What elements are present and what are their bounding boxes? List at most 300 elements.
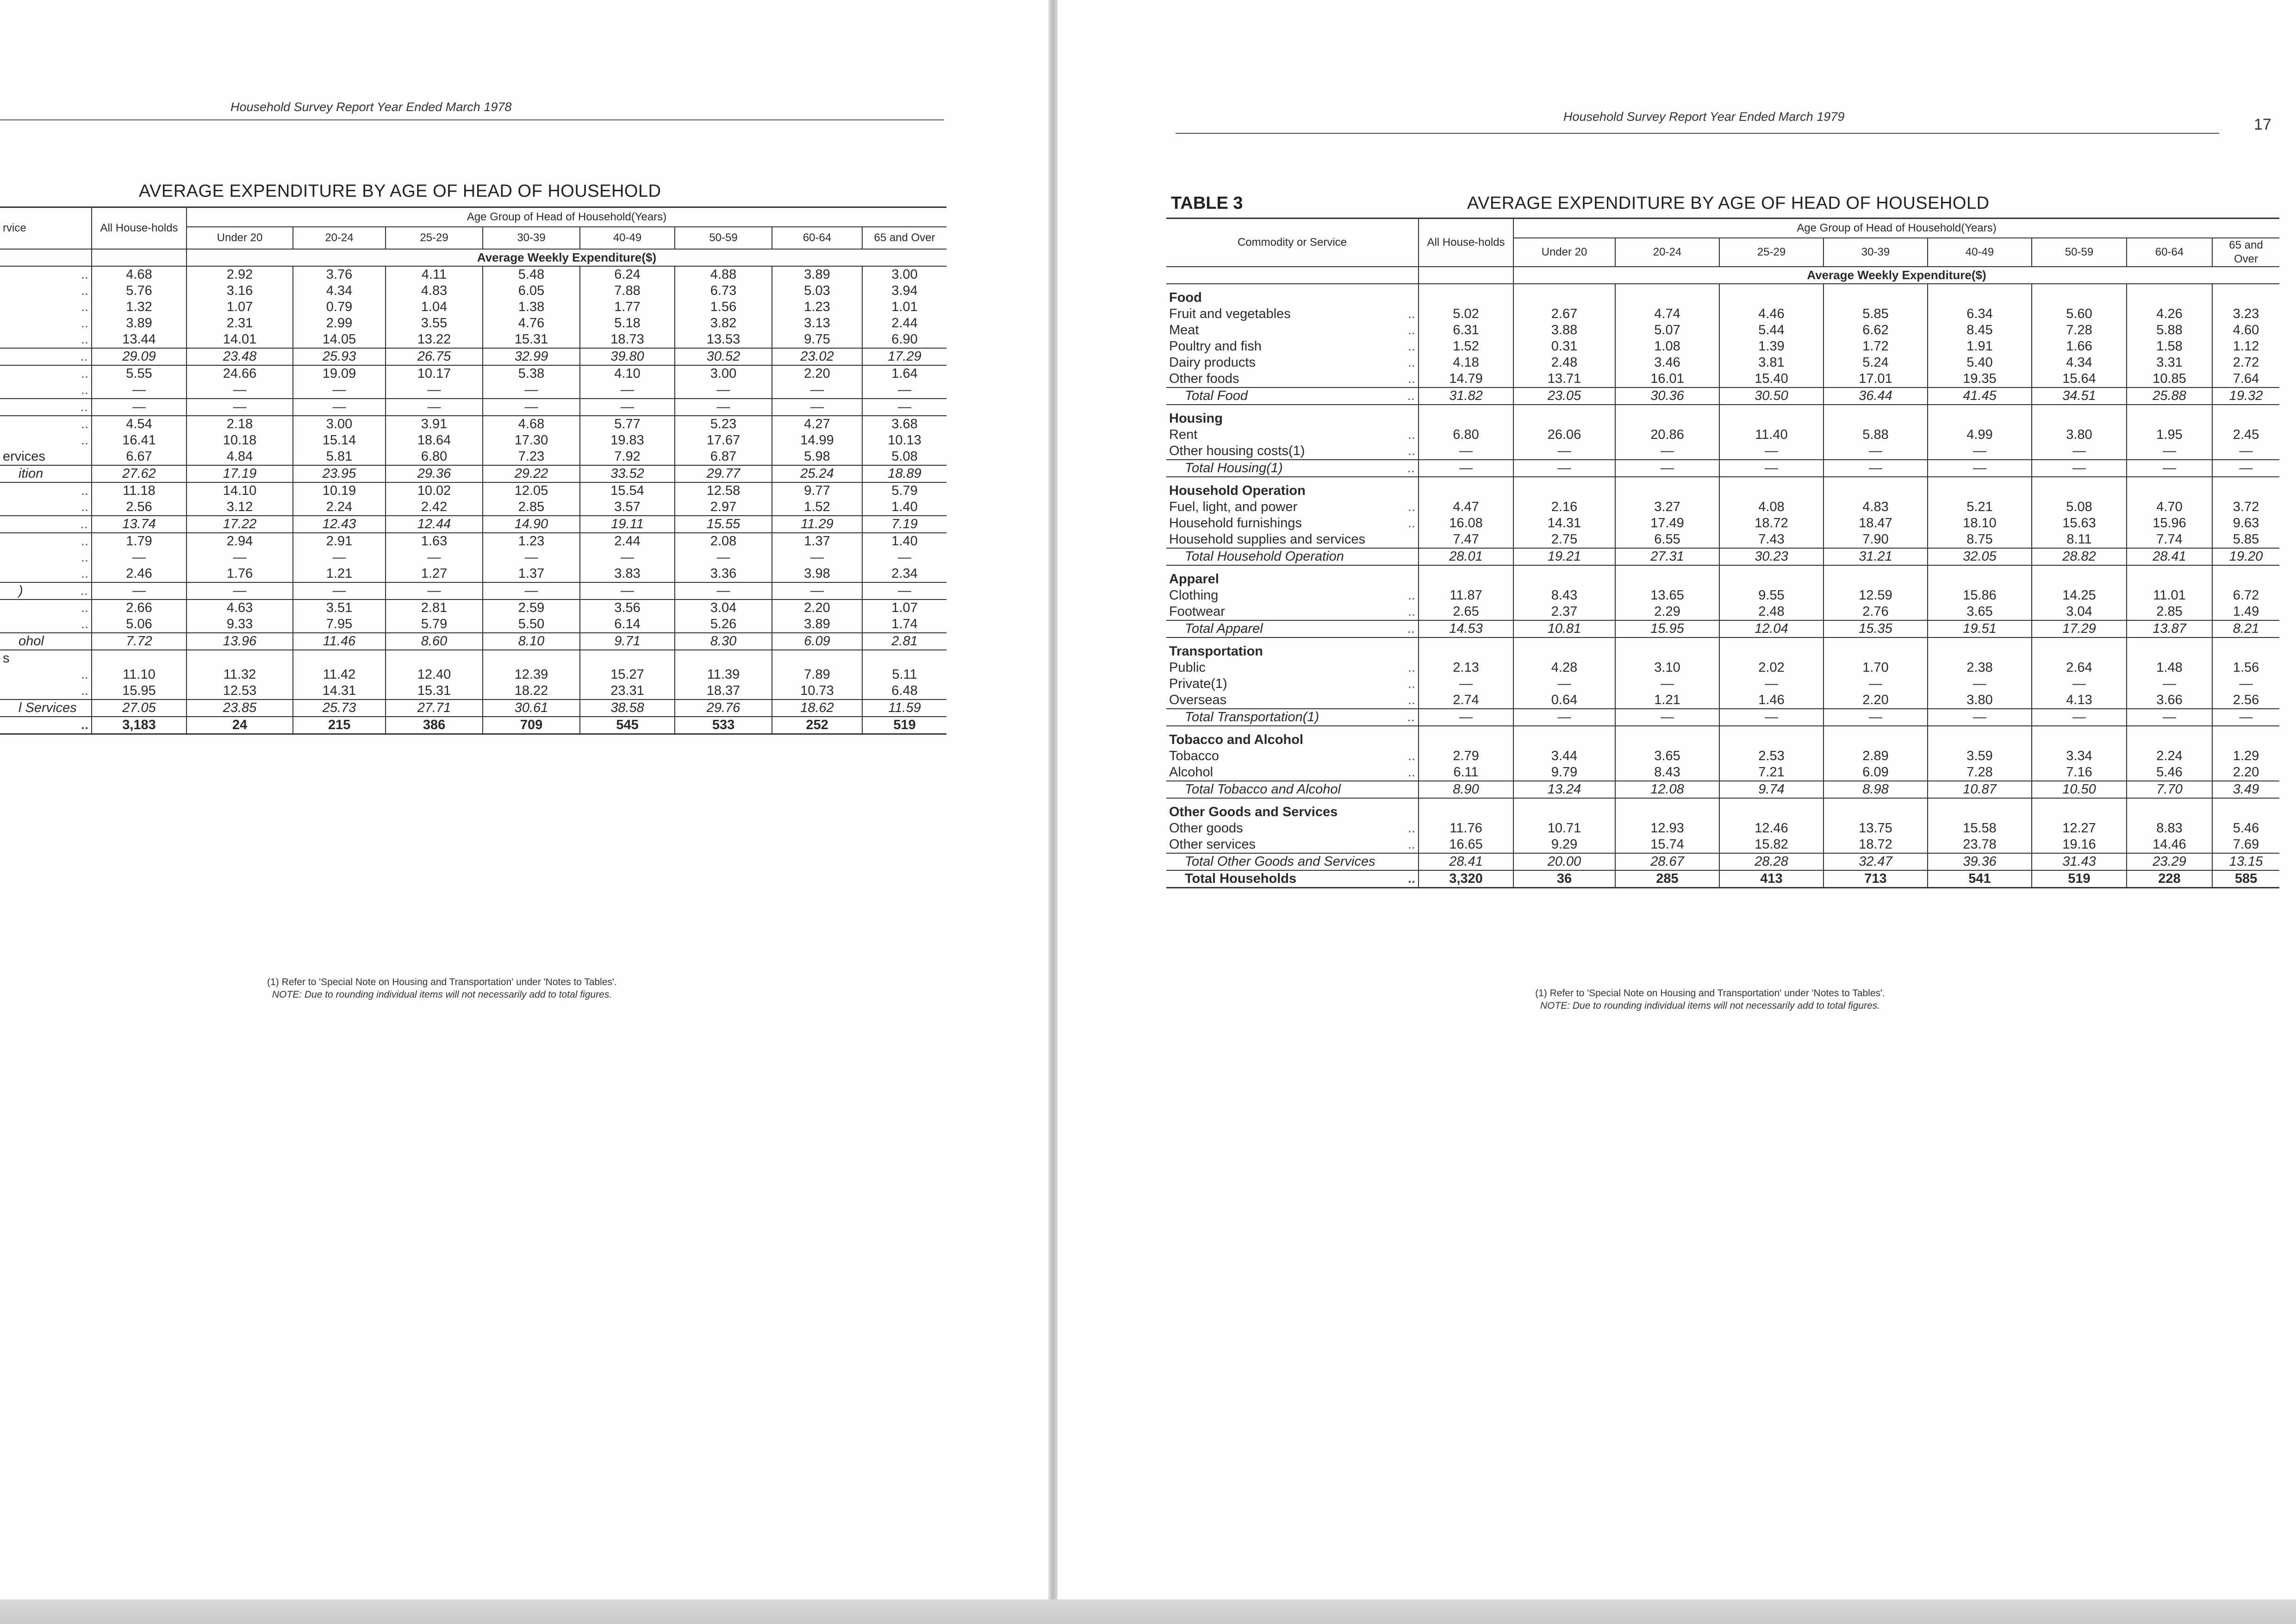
row-label: Total Tobacco and Alcohol [1166,781,1368,798]
age-group-value: 14.25 [2032,587,2127,604]
age-group-value: 709 [483,717,580,734]
all-households-value: 29.09 [92,348,187,365]
average-weekly-expenditure-subheader: Average Weekly Expenditure($) [1513,267,2279,284]
row-label [0,533,68,550]
row-label [0,516,68,533]
age-group-value: 23.95 [293,465,386,482]
age-group-value: 18.62 [772,700,862,717]
age-group-value [772,650,862,667]
age-group-value: 19.35 [1928,371,2032,387]
age-group-value: 7.88 [580,283,675,299]
all-households-value: 14.79 [1419,371,1513,387]
age-group-value: 28.82 [2032,548,2127,565]
age-group-value: 13.65 [1615,587,1719,604]
age-group-value: 8.30 [675,633,772,650]
footnote-rounding: NOTE: Due to rounding individual items will not necessarily add to total figures. [1540,1000,1880,1011]
age-group-value: 4.84 [187,449,293,465]
all-households-value: 5.06 [92,616,187,632]
row-label [0,566,68,582]
age-group-value: 5.38 [483,366,580,382]
age-group-value: — [1928,460,2032,477]
age-group-value: 2.02 [1719,660,1823,676]
age-group-value: 14.90 [483,516,580,533]
footnote [1375,987,2046,1012]
age-group-value: 13.24 [1513,781,1615,798]
table-row [0,616,946,632]
row-label: Public [1169,660,1206,675]
age-group-value: 13.53 [675,331,772,348]
age-group-value: 2.18 [187,416,293,432]
age-group-value: 24.66 [187,366,293,382]
age-group-value: 5.07 [1615,322,1719,338]
leader-dots: .. [1407,749,1415,763]
all-households-value: 31.82 [1419,387,1513,405]
age-group-value: 5.88 [1823,427,1928,443]
age-group-value: — [483,582,580,600]
row-label: Fruit and vegetables [1169,306,1291,321]
age-group-value: 6.73 [675,283,772,299]
row-label [0,683,68,699]
age-group-value: 0.79 [293,299,386,315]
all-households-value: 4.68 [92,267,187,283]
age-group-value: 10.17 [386,366,483,382]
leader-dots: .. [81,366,89,381]
age-col-header: 40-49 [1928,238,2032,267]
row-label [0,600,68,616]
table-row [1166,427,2279,443]
footnote-rounding: NOTE: Due to rounding individual items will not necessarily add to total figures. [272,989,612,1000]
age-group-value: — [2212,460,2279,477]
all-households-value: 7.47 [1419,531,1513,548]
age-group-value: — [386,582,483,600]
age-group-value: 30.52 [675,348,772,365]
age-group-value: 23.02 [772,348,862,365]
table-row [0,566,946,582]
age-group-value: 3.31 [2127,355,2212,371]
leader-dots: .. [1407,371,1415,386]
age-group-value: 19.11 [580,516,675,533]
age-group-value: — [580,550,675,566]
leader-dots: .. [68,582,92,600]
age-group-value: 3.00 [293,416,386,432]
row-label: Private(1) [1169,676,1227,691]
age-group-value: 5.48 [483,267,580,283]
subtotal-row [1166,460,2279,477]
age-group-value: 1.91 [1928,338,2032,355]
footnote-housing-transport: (1) Refer to 'Special Note on Housing and Transportation' under 'Notes to Tables'. [267,977,617,987]
subtotal-row [1166,781,2279,798]
row-label: ervices [3,449,45,464]
age-group-value: 545 [580,717,675,734]
age-group-value: 1.64 [862,366,946,382]
all-households-value: 16.65 [1419,837,1513,853]
table-row [1166,820,2279,837]
age-group-value: 4.13 [2032,692,2127,708]
age-group-value: 15.63 [2032,515,2127,531]
all-households-value: 6.80 [1419,427,1513,443]
leader-dots: .. [1407,355,1415,370]
all-households-value: 11.10 [92,667,187,683]
age-group-value: 3.94 [862,283,946,299]
leader-dots: .. [1407,604,1415,619]
age-group-value: 18.73 [580,331,675,348]
age-group-value: 3.34 [2032,748,2127,764]
group-heading-row [1166,566,2279,587]
age-group-value: — [386,550,483,566]
age-group-value: 10.85 [2127,371,2212,387]
leader-dots: .. [1368,870,1419,888]
table-row [1166,748,2279,764]
age-group-value: 13.15 [2212,853,2279,870]
all-households-value: 3,320 [1419,870,1513,888]
age-group-value: — [580,399,675,416]
age-group-value: 3.82 [675,315,772,331]
all-households-value: 11.18 [92,483,187,499]
age-group-value: 5.44 [1719,322,1823,338]
age-group-value: 18.89 [862,465,946,482]
age-group-value: 9.75 [772,331,862,348]
all-households-value: 2.46 [92,566,187,582]
group-heading-row [1166,638,2279,660]
age-col-header: 65 and Over [2212,238,2279,267]
footnote-housing-transport: (1) Refer to 'Special Note on Housing and Transportation' under 'Notes to Tables'. [1535,988,1885,999]
age-group-value: 386 [386,717,483,734]
age-group-value: 6.48 [862,683,946,699]
age-group-value: 3.16 [187,283,293,299]
age-group-value: 1.23 [772,299,862,315]
table-row [0,267,946,283]
age-group-value: 23.31 [580,683,675,699]
age-group-value: 2.81 [862,633,946,650]
age-group-value: 2.38 [1928,660,2032,676]
age-group-value: 5.88 [2127,322,2212,338]
leader-dots: .. [1407,821,1415,836]
age-group-value: 3.76 [293,267,386,283]
age-group-value: 10.71 [1513,820,1615,837]
table-row [1166,531,2279,548]
age-group-value: — [580,582,675,600]
age-group-value: 20.86 [1615,427,1719,443]
age-group-value: 11.39 [675,667,772,683]
page-number: 17 [2254,116,2271,133]
leader-dots [68,633,92,650]
age-group-value: 1.07 [862,600,946,616]
age-group-value: 3.89 [772,616,862,632]
age-group-value: 1.56 [2212,660,2279,676]
age-group-value: 7.16 [2032,764,2127,781]
age-group-value: 11.46 [293,633,386,650]
age-group-value: 3.81 [1719,355,1823,371]
age-group-value: 7.23 [483,449,580,465]
age-group-value: 34.51 [2032,387,2127,405]
age-group-value: 28.28 [1719,853,1823,870]
age-group-value: 17.67 [675,432,772,449]
age-group-value: — [293,399,386,416]
age-group-value: 32.99 [483,348,580,365]
age-group-value: 1.29 [2212,748,2279,764]
all-households-value: 7.72 [92,633,187,650]
age-group-value: 7.64 [2212,371,2279,387]
age-group-value: 15.27 [580,667,675,683]
age-group-value: 8.75 [1928,531,2032,548]
age-group-value: 33.52 [580,465,675,482]
age-group-value: 20.00 [1513,853,1615,870]
age-group-value: 1.72 [1823,338,1928,355]
age-group-value: 23.85 [187,700,293,717]
age-group-value: — [675,399,772,416]
age-group-value: 1.56 [675,299,772,315]
all-households-value: 6.67 [92,449,187,465]
age-group-value: 12.04 [1719,620,1823,637]
age-group-value: 3.04 [675,600,772,616]
leader-dots: .. [81,382,89,397]
commodity-col-header: Commodity or Service [1166,219,1419,267]
age-group-value: 5.50 [483,616,580,632]
table-title: AVERAGE EXPENDITURE BY AGE OF HEAD OF HOUSEHOLD [1467,194,1990,213]
age-group-value: 4.63 [187,600,293,616]
age-group-value: 5.79 [862,483,946,499]
subtotal-row [1166,548,2279,565]
all-households-header: All House-holds [1419,219,1513,267]
age-col-header: 65 and Over [862,227,946,249]
age-group-value: 2.08 [675,533,772,550]
age-group-value: 1.08 [1615,338,1719,355]
age-group-value: 19.51 [1928,620,2032,637]
all-households-value: — [92,582,187,600]
age-group-value: 14.10 [187,483,293,499]
leader-dots: .. [81,667,89,682]
age-group-value: 1.07 [187,299,293,315]
age-group-value: 3.12 [187,499,293,515]
subtotal-row [1166,387,2279,405]
leader-dots: .. [81,550,89,565]
age-group-value: 5.98 [772,449,862,465]
row-label: Other services [1169,837,1256,852]
age-group-value: 6.62 [1823,322,1928,338]
age-group-value: 5.40 [1928,355,2032,371]
table-row [1166,338,2279,355]
row-label [0,382,68,398]
age-group-value: 8.43 [1513,587,1615,604]
age-group-value: 1.76 [187,566,293,582]
age-group-value: 25.88 [2127,387,2212,405]
age-group-value: 215 [293,717,386,734]
table-row [0,449,946,465]
age-group-value: 1.58 [2127,338,2212,355]
leader-dots: .. [1407,323,1415,337]
age-group-value: 32.05 [1928,548,2032,565]
age-group-value: 12.08 [1615,781,1719,798]
age-group-value: — [772,550,862,566]
age-group-value: 6.80 [386,449,483,465]
age-group-value: 15.95 [1615,620,1719,637]
age-group-value: 31.21 [1823,548,1928,565]
age-group-value: 31.43 [2032,853,2127,870]
table-row [1166,306,2279,322]
age-group-value: 3.59 [1928,748,2032,764]
age-group-value: 7.92 [580,449,675,465]
row-label: Meat [1169,323,1199,337]
age-group-value: 17.01 [1823,371,1928,387]
age-group-value: 19.09 [293,366,386,382]
age-group-value: 1.40 [862,533,946,550]
age-group-value: — [187,399,293,416]
row-label: Total Transportation(1) [1166,709,1368,726]
subtotal-row [0,516,946,533]
age-group-value: — [2127,709,2212,726]
age-group-value: — [1719,460,1823,477]
age-group-value: 1.46 [1719,692,1823,708]
all-households-value: 13.44 [92,331,187,348]
table-row [0,382,946,398]
age-group-value: 2.89 [1823,748,1928,764]
age-col-header: 60-64 [772,227,862,249]
age-group-value: 17.22 [187,516,293,533]
all-households-value: 4.54 [92,416,187,432]
age-col-header: 50-59 [2032,238,2127,267]
age-group-value: 4.27 [772,416,862,432]
age-group-value: 4.46 [1719,306,1823,322]
leader-dots: .. [1407,306,1415,321]
age-group-value: 1.63 [386,533,483,550]
age-group-value: 5.18 [580,315,675,331]
all-households-value: 2.56 [92,499,187,515]
row-label: Alcohol [1169,765,1213,780]
all-households-value: 3.89 [92,315,187,331]
age-group-value: 15.14 [293,432,386,449]
age-group-value: 8.21 [2212,620,2279,637]
row-label: Tobacco [1169,749,1220,763]
age-group-value: 5.08 [2032,499,2127,515]
age-group-value: 39.36 [1928,853,2032,870]
leader-dots [1368,781,1419,798]
age-group-value: 5.79 [386,616,483,632]
age-group-value: 5.85 [2212,531,2279,548]
age-group-value: 2.44 [580,533,675,550]
age-group-value: 3.00 [862,267,946,283]
age-group-value: 17.29 [2032,620,2127,637]
age-group-value: 3.56 [580,600,675,616]
age-group-value: 14.31 [1513,515,1615,531]
age-group-value: 2.85 [483,499,580,515]
row-label: Fuel, light, and power [1169,500,1298,514]
age-group-value: — [772,582,862,600]
age-group-value: 2.44 [862,315,946,331]
age-group-value: 1.66 [2032,338,2127,355]
age-group-value: — [2212,709,2279,726]
subtotal-row [0,399,946,416]
age-group-value: 18.64 [386,432,483,449]
age-group-value: 15.58 [1928,820,2032,837]
age-group-value: 5.11 [862,667,946,683]
age-group-value: 5.24 [1823,355,1928,371]
table-row [0,299,946,315]
book-gutter [1048,0,1058,1624]
age-group-value: 14.05 [293,331,386,348]
table-row [0,483,946,499]
age-group-value: 2.29 [1615,604,1719,620]
age-group-value: 2.31 [187,315,293,331]
age-group-value: 3.10 [1615,660,1719,676]
leader-dots: .. [68,348,92,365]
age-group-value: 10.19 [293,483,386,499]
average-weekly-expenditure-subheader: Average Weekly Expenditure($) [187,249,946,266]
age-group-value: 18.47 [1823,515,1928,531]
age-group-value: 19.83 [580,432,675,449]
age-group-value: 14.01 [187,331,293,348]
all-households-value: — [92,382,187,398]
table-row [1166,587,2279,604]
age-group-value: 12.27 [2032,820,2127,837]
age-group-value: 2.48 [1513,355,1615,371]
subtotal-row [0,700,946,717]
age-group-value: 4.08 [1719,499,1823,515]
age-group-value: 519 [862,717,946,734]
table-title: AVERAGE EXPENDITURE BY AGE OF HEAD OF HOUSEHOLD [139,181,661,201]
age-group-value: 10.81 [1513,620,1615,637]
age-group-value: 41.45 [1928,387,2032,405]
age-group-value: — [293,550,386,566]
table-row [0,283,946,299]
age-group-value: 9.33 [187,616,293,632]
all-households-value: 2.66 [92,600,187,616]
age-group-value: 4.76 [483,315,580,331]
age-group-value: 11.42 [293,667,386,683]
age-group-value: 3.23 [2212,306,2279,322]
age-group-value: 38.58 [580,700,675,717]
leader-dots [68,465,92,482]
all-households-value: 6.31 [1419,322,1513,338]
age-group-value: 8.45 [1928,322,2032,338]
leader-dots: .. [68,516,92,533]
age-group-value [580,650,675,667]
age-group-value: 3.55 [386,315,483,331]
row-label: Household furnishings [1169,516,1302,531]
age-group-value: 19.32 [2212,387,2279,405]
age-group-value: 4.70 [2127,499,2212,515]
table-row [1166,371,2279,387]
age-group-value: 3.04 [2032,604,2127,620]
age-group-value: 10.13 [862,432,946,449]
table-row [0,331,946,348]
age-group-value: 2.24 [2127,748,2212,764]
age-group-value: 17.49 [1615,515,1719,531]
age-group-value: 5.77 [580,416,675,432]
age-group-value: 14.31 [293,683,386,699]
table-row [1166,499,2279,515]
leader-dots: .. [1407,500,1415,514]
age-group-value: — [187,550,293,566]
all-households-value: 2.13 [1419,660,1513,676]
age-group-value: 36 [1513,870,1615,888]
age-group-value: 30.61 [483,700,580,717]
all-households-value: — [92,399,187,416]
age-group-value: 23.48 [187,348,293,365]
age-group-value: 1.38 [483,299,580,315]
age-group-value: 1.39 [1719,338,1823,355]
age-group-value: 8.10 [483,633,580,650]
age-group-value: — [2032,676,2127,692]
age-group-value: 0.31 [1513,338,1615,355]
age-group-value: 7.89 [772,667,862,683]
all-households-header: All House-holds [92,207,187,250]
all-households-value: 1.79 [92,533,187,550]
age-group-value [187,650,293,667]
age-group-value: — [1719,709,1823,726]
age-group-value: 18.37 [675,683,772,699]
age-group-value: 15.82 [1719,837,1823,853]
age-group-value: 1.23 [483,533,580,550]
